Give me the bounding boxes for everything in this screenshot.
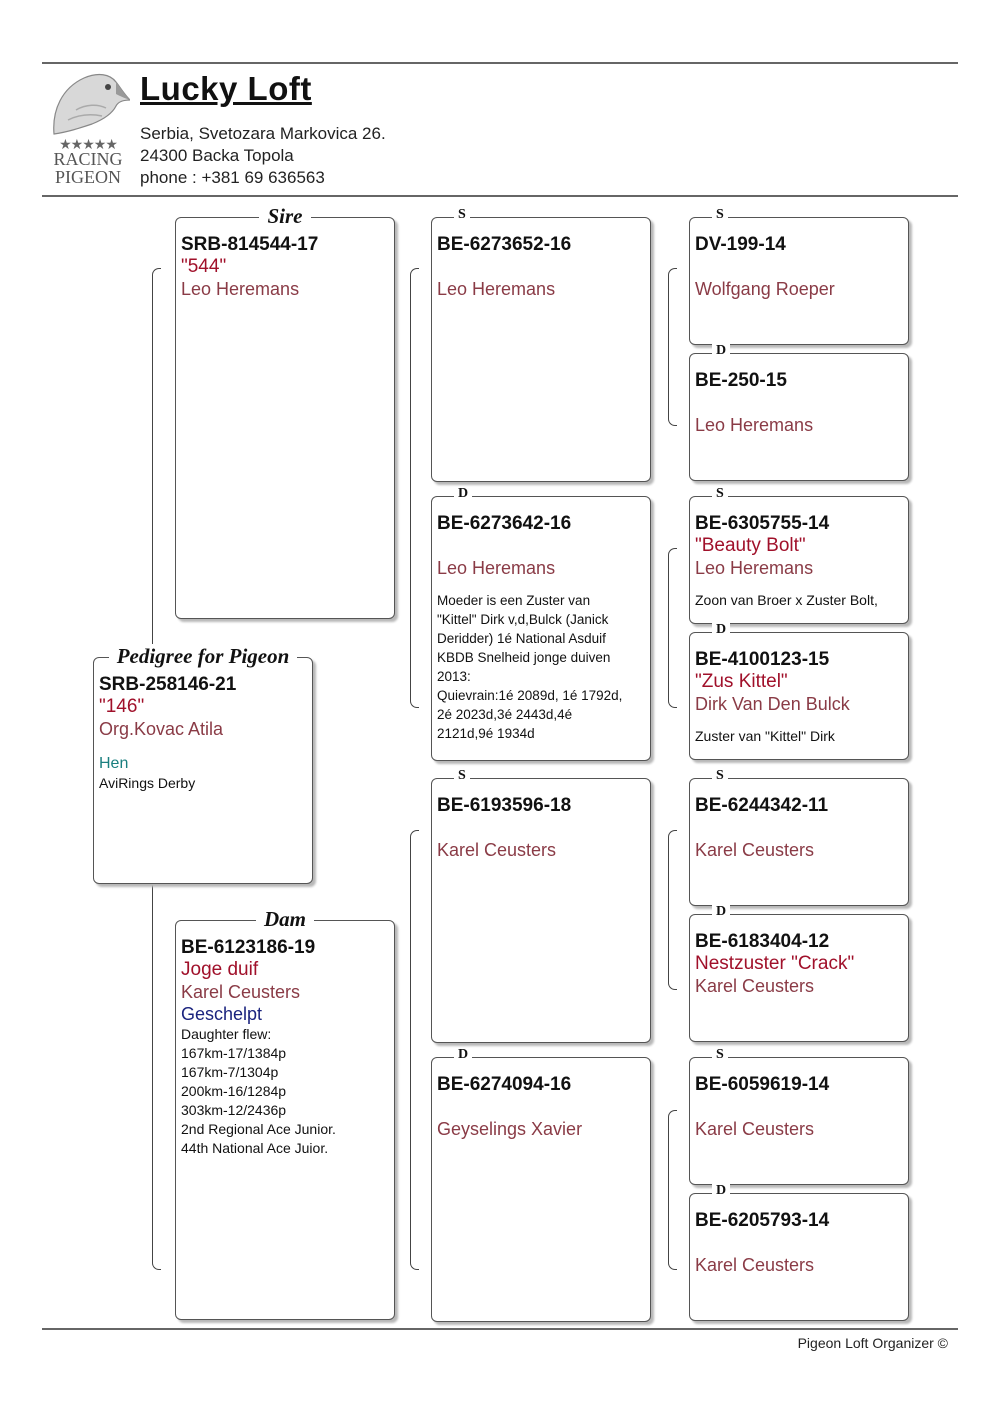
gp-note-line: 2é 2023d,3é 2443d,4é bbox=[437, 707, 573, 722]
sex-marker: D bbox=[712, 905, 730, 919]
subject-ring: SRB-258146-21 bbox=[99, 674, 237, 695]
gp-note-line: KBDB Snelheid jonge duiven bbox=[437, 650, 611, 665]
sex-marker: S bbox=[712, 208, 728, 222]
dam-breeder: Karel Ceusters bbox=[181, 982, 301, 1002]
footer-credit: Pigeon Loft Organizer © bbox=[797, 1335, 948, 1351]
connector-gp-1 bbox=[668, 268, 677, 426]
gp-ring: BE-6274094-16 bbox=[437, 1074, 572, 1095]
ggp-ring: BE-250-15 bbox=[695, 370, 787, 391]
sex-marker: S bbox=[712, 1048, 728, 1062]
gp-name bbox=[437, 256, 645, 278]
ggp-name: "Beauty Bolt" bbox=[695, 535, 806, 556]
logo-stars: ★★★★★ bbox=[59, 136, 117, 152]
gp-breeder: Karel Ceusters bbox=[437, 840, 557, 860]
great-grandparent-card[interactable] bbox=[689, 904, 909, 1042]
grandparent-card[interactable] bbox=[431, 207, 651, 482]
dam-card[interactable] bbox=[175, 907, 395, 1320]
dam-note-line: 303km-12/2436p bbox=[181, 1102, 287, 1118]
sex-marker: D bbox=[712, 623, 730, 637]
gp-note-line: Quievrain:1é 2089d, 1é 1792d, bbox=[437, 688, 623, 703]
ggp-breeder: Leo Heremans bbox=[695, 558, 814, 578]
sire-breeder: Leo Heremans bbox=[181, 279, 300, 299]
ggp-breeder: Karel Ceusters bbox=[695, 976, 815, 996]
gp-ring: BE-6273652-16 bbox=[437, 234, 572, 255]
ggp-name bbox=[695, 256, 903, 278]
gp-note-line: "Kittel" Dirk v,d,Bulck (Janick bbox=[437, 612, 609, 627]
great-grandparent-card[interactable] bbox=[689, 207, 909, 345]
address-line-1: Serbia, Svetozara Markovica 26. bbox=[140, 124, 386, 143]
subject-name: "146" bbox=[99, 696, 145, 717]
gp-breeder: Geyselings Xavier bbox=[437, 1119, 583, 1139]
ggp-breeder: Karel Ceusters bbox=[695, 840, 815, 860]
logo-text-racing: RACING bbox=[53, 149, 123, 169]
gp-name bbox=[437, 817, 645, 839]
ggp-breeder: Dirk Van Den Bulck bbox=[695, 694, 850, 714]
address-line-2: 24300 Backa Topola bbox=[140, 146, 294, 165]
sex-marker: S bbox=[712, 487, 728, 501]
great-grandparent-card[interactable] bbox=[689, 768, 909, 906]
ggp-breeder: Karel Ceusters bbox=[695, 1255, 815, 1275]
sex-marker: D bbox=[454, 1048, 472, 1062]
gp-breeder: Leo Heremans bbox=[437, 558, 556, 578]
phone: phone : +381 69 636563 bbox=[140, 168, 325, 187]
subject-title: Pedigree for Pigeon bbox=[109, 644, 298, 668]
ggp-ring: BE-6205793-14 bbox=[695, 1210, 830, 1231]
great-grandparent-card[interactable] bbox=[689, 486, 909, 624]
top-rule bbox=[42, 62, 958, 64]
ggp-ring: BE-6059619-14 bbox=[695, 1074, 830, 1095]
sex-marker: S bbox=[454, 769, 470, 783]
footer-rule bbox=[42, 1328, 958, 1330]
ggp-name bbox=[695, 392, 903, 414]
dam-note-line: 167km-7/1304p bbox=[181, 1064, 279, 1080]
logo-text-pigeon: PIGEON bbox=[55, 167, 121, 187]
great-grandparent-card[interactable] bbox=[689, 1047, 909, 1185]
loft-name: Lucky Loft bbox=[140, 70, 312, 107]
connector-gp-3 bbox=[668, 830, 677, 990]
sex-marker: D bbox=[712, 344, 730, 358]
ggp-ring: BE-6244342-11 bbox=[695, 795, 829, 816]
sex-marker: D bbox=[454, 487, 472, 501]
sex-marker: S bbox=[712, 769, 728, 783]
dam-notes bbox=[181, 1025, 389, 1158]
ggp-ring: BE-6183404-12 bbox=[695, 931, 830, 952]
gp-note-line: 2121d,9é 1934d bbox=[437, 726, 535, 741]
ggp-ring: BE-6305755-14 bbox=[695, 513, 830, 534]
gp-name bbox=[437, 535, 645, 557]
pigeon-head-icon bbox=[46, 70, 130, 136]
gp-note-line: 2013: bbox=[437, 669, 471, 684]
ggp-name bbox=[695, 817, 903, 839]
ggp-name: "Zus Kittel" bbox=[695, 671, 788, 692]
connector-dam bbox=[410, 830, 419, 1270]
sire-title: Sire bbox=[259, 204, 310, 228]
dam-title: Dam bbox=[256, 907, 314, 931]
great-grandparent-card[interactable] bbox=[689, 1183, 909, 1321]
gp-note-line: Deridder) 1é National Asduif bbox=[437, 631, 606, 646]
ggp-name bbox=[695, 1232, 903, 1254]
dam-name: Joge duif bbox=[181, 959, 259, 980]
sire-ring: SRB-814544-17 bbox=[181, 234, 319, 255]
great-grandparent-card[interactable] bbox=[689, 622, 909, 760]
gp-ring: BE-6273642-16 bbox=[437, 513, 572, 534]
ggp-note: Zoon van Broer x Zuster Bolt, bbox=[695, 592, 878, 608]
great-grandparent-card[interactable] bbox=[689, 343, 909, 481]
gp-note-line: Moeder is een Zuster van bbox=[437, 593, 591, 608]
ggp-ring: BE-4100123-15 bbox=[695, 649, 830, 670]
gp-notes bbox=[437, 591, 645, 743]
ggp-name: Nestzuster "Crack" bbox=[695, 953, 855, 974]
ggp-breeder: Wolfgang Roeper bbox=[695, 279, 835, 299]
grandparent-card[interactable] bbox=[431, 486, 651, 761]
dam-ring: BE-6123186-19 bbox=[181, 937, 316, 958]
grandparent-card[interactable] bbox=[431, 768, 651, 1043]
ggp-note: Zuster van "Kittel" Dirk bbox=[695, 728, 835, 744]
connector-sire bbox=[410, 268, 419, 708]
sex-marker: S bbox=[454, 208, 470, 222]
connector-gp-2 bbox=[668, 548, 677, 708]
ggp-breeder: Karel Ceusters bbox=[695, 1119, 815, 1139]
dam-note-line: 2nd Regional Ace Junior. bbox=[181, 1121, 336, 1137]
gp-breeder: Leo Heremans bbox=[437, 279, 556, 299]
ggp-ring: DV-199-14 bbox=[695, 234, 786, 255]
subject-card[interactable] bbox=[93, 644, 313, 884]
racing-pigeon-logo bbox=[46, 70, 130, 186]
subject-sex: Hen bbox=[99, 755, 129, 772]
dam-note-line: 167km-17/1384p bbox=[181, 1045, 287, 1061]
header-rule bbox=[42, 195, 958, 197]
sex-marker: D bbox=[712, 1184, 730, 1198]
dam-note-line: 44th National Ace Juior. bbox=[181, 1140, 329, 1156]
ggp-breeder: Leo Heremans bbox=[695, 415, 814, 435]
sire-card[interactable] bbox=[175, 204, 395, 619]
connector-gp-4 bbox=[668, 1110, 677, 1270]
dam-note-line: Daughter flew: bbox=[181, 1026, 272, 1042]
dam-colour: Geschelpt bbox=[181, 1004, 263, 1024]
gp-ring: BE-6193596-18 bbox=[437, 795, 572, 816]
grandparent-card[interactable] bbox=[431, 1047, 651, 1322]
subject-breeder: Org.Kovac Atila bbox=[99, 719, 224, 739]
dam-note-line: 200km-16/1284p bbox=[181, 1083, 287, 1099]
ggp-name bbox=[695, 1096, 903, 1118]
subject-note: AviRings Derby bbox=[99, 775, 196, 791]
gp-name bbox=[437, 1096, 645, 1118]
sire-name: "544" bbox=[181, 256, 227, 277]
